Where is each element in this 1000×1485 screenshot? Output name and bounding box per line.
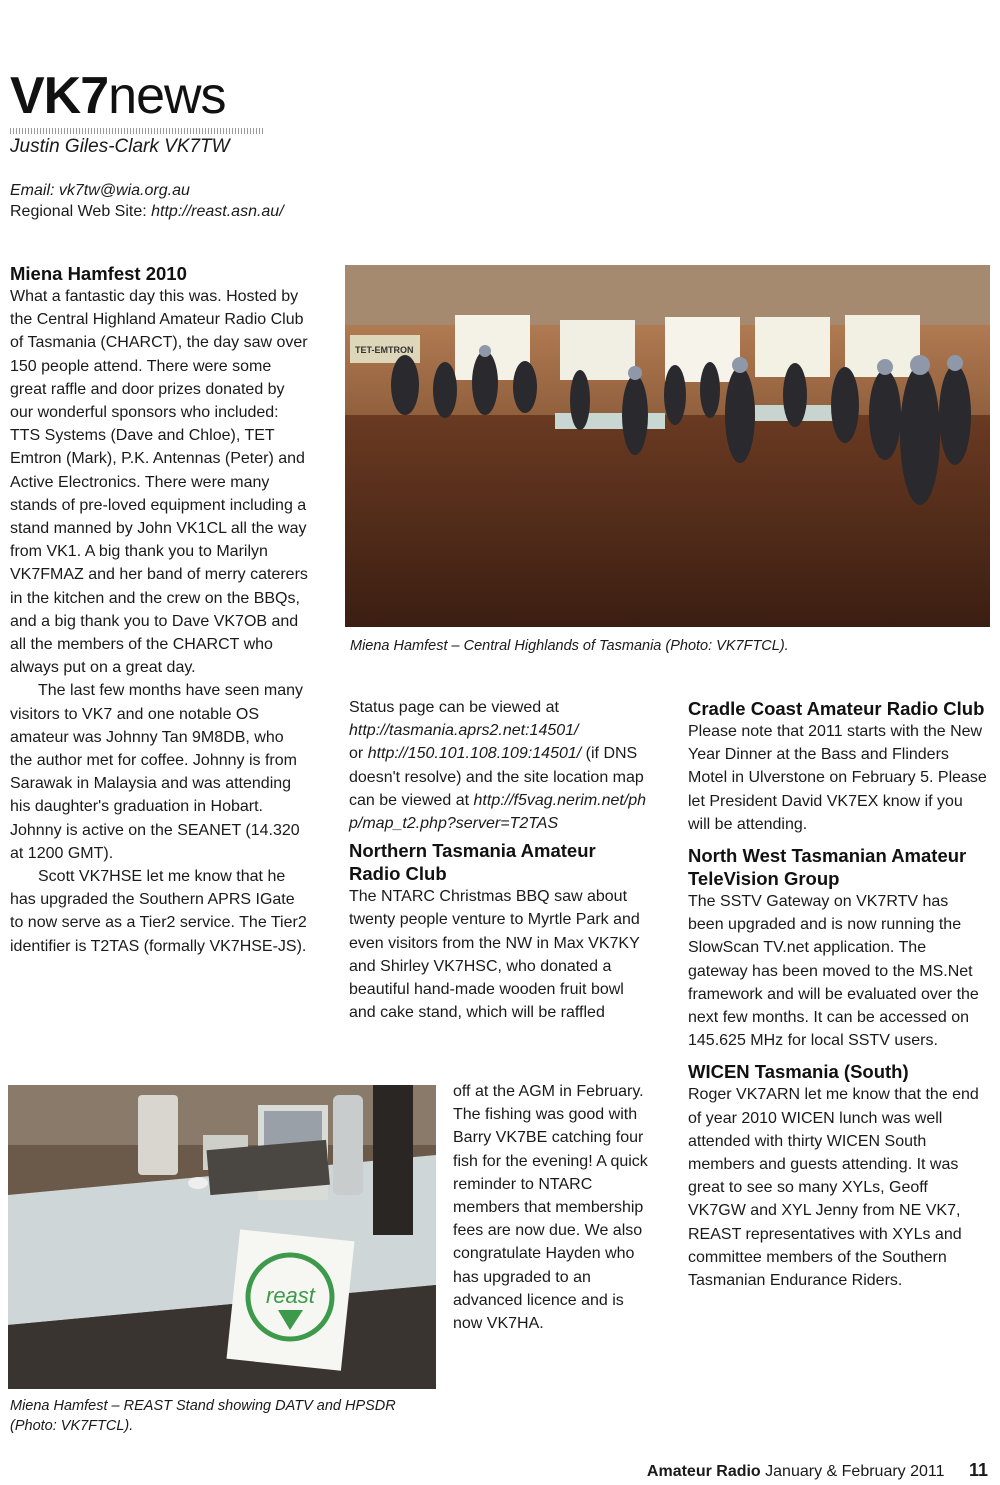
hall-photo	[345, 265, 990, 627]
page-number: 11	[968, 1460, 988, 1480]
author-byline: Justin Giles-Clark VK7TW	[10, 136, 230, 157]
miena-paragraph-1: What a fantastic day this was. Hosted by the Central Highland Amateur Radio Club of Tasmania (CHARCT), the day saw over 150 people attend. There were some great raffle and door prizes donated by our wonderful sponsors who included: TTS Systems (Dave and Chloe), TET Emtron (Mark), P.K. Antennas (Peter) and Active Electronics. There were many stands of pre-loved equipment including a stand manned by John VK1CL all the way from VK1. A big thank you to Marilyn VK7FMAZ and her band of merry caterers in the kitchen and the crew on the BBQs, and a big thank you to Dave VK7OB and all the members of the CHARCT who always put on a great day.	[10, 288, 308, 677]
hall-sign-text: TET-EMTRON	[355, 345, 414, 355]
page-footer	[647, 1460, 988, 1481]
aprs-text	[349, 696, 649, 835]
section-title-rest: news	[108, 67, 226, 125]
email-label: Email:	[10, 182, 55, 199]
contact-block	[10, 180, 400, 222]
magazine-name: Amateur Radio	[646, 1463, 761, 1480]
aprs-url-3[interactable]: http://f5vag.nerim.net/php/map_t2.php?server=T2TAS	[349, 791, 647, 833]
section-title	[10, 67, 400, 125]
cradle-paragraph-1: Please note that 2011 starts with the New Year Dinner at the Bass and Flinders Motel in Ulverstone on February 5. Please let President David VK7EX know if you will be attending.	[688, 723, 987, 833]
miena-heading: Miena Hamfest 2010	[10, 263, 187, 284]
article-aprs-ntarc	[349, 696, 649, 1024]
article-miena	[10, 262, 310, 958]
website-link[interactable]: http://reast.asn.au/	[151, 203, 284, 220]
stand-logo-text: reast	[266, 1283, 315, 1308]
stand-photo-image	[8, 1085, 436, 1389]
wicen-heading: WICEN Tasmania (South)	[688, 1061, 909, 1083]
page-header	[10, 67, 400, 222]
email-link[interactable]: vk7tw@wia.org.au	[58, 182, 190, 199]
hall-photo-caption: Miena Hamfest – Central Highlands of Tasmania (Photo: VK7FTCL).	[350, 638, 789, 654]
nwtatv-paragraph-1: The SSTV Gateway on VK7RTV has been upgraded and is now running the SlowScan TV.net application. The gateway has been moved to the MS.Net framework and will be evaluated over the next few months. It can be accessed on 145.625 MHz for local SSTV users.	[688, 893, 979, 1050]
miena-paragraph-3: Scott VK7HSE let me know that he has upgraded the Southern APRS IGate to now serve as a Tier2 service. The Tier2 identifier is T2TAS (formally VK7HSE-JS).	[10, 868, 307, 955]
ntarc-heading: Northern Tasmania Amateur Radio Club	[349, 840, 596, 885]
issue-date: January & February 2011	[765, 1463, 945, 1480]
aprs-url-1[interactable]: http://tasmania.aprs2.net:14501/	[349, 722, 579, 740]
cradle-heading: Cradle Coast Amateur Radio Club	[688, 698, 985, 719]
ntarc-paragraph-1: The NTARC Christmas BBQ saw about twenty people venture to Myrtle Park and even visitors from the NW in Max VK7KY and Shirley VK7HSC, who donated a beautiful hand-made wooden fruit bowl and cake stand, which will be raffled	[349, 888, 640, 1022]
aprs-dns-note: (if DNS doesn't resolve) and the site location map can be viewed at	[349, 745, 644, 809]
wicen-paragraph-1: Roger VK7ARN let me know that the end of year 2010 WICEN lunch was well attended with thirty WICEN South members and guests attending. It was great to see so many XYLs, Geoff VK7GW and XYL Jenny from NE VK7, REAST representatives with XYLs and committee members of the Southern Tasmanian Endurance Riders.	[688, 1086, 979, 1290]
ntarc-paragraph-2: off at the AGM in February. The fishing was good with Barry VK7BE catching four fish for the evening! A quick reminder to NTARC members that membership fees are now due. We also congratulate Hayden who has upgraded to an advanced licence and is now VK7HA.	[453, 1083, 648, 1333]
column-3	[688, 697, 988, 1292]
aprs-url-2[interactable]: http://150.101.108.109:14501/	[367, 745, 582, 763]
stand-photo	[8, 1085, 436, 1389]
miena-paragraph-2: The last few months have seen many visitors to VK7 and one notable OS amateur was Johnny Tan 9M8DB, who the author met for coffee. Johnny is from Sarawak in Malaysia and was attending his daughter's graduation in Hobart. Johnny is active on the SEANET (14.320 at 1200 GMT).	[10, 682, 304, 862]
ntarc-continuation	[453, 1080, 653, 1335]
aprs-intro: Status page can be viewed at	[349, 699, 559, 716]
website-label: Regional Web Site:	[10, 203, 147, 220]
stand-photo-caption: Miena Hamfest – REAST Stand showing DATV and HPSDR (Photo: VK7FTCL).	[10, 1398, 396, 1434]
hall-photo-image	[345, 265, 990, 627]
title-rule	[10, 128, 265, 134]
aprs-or: or	[349, 745, 364, 763]
section-title-bold: VK7	[10, 67, 109, 125]
nwtatv-heading: North West Tasmanian Amateur TeleVision Group	[688, 845, 967, 890]
